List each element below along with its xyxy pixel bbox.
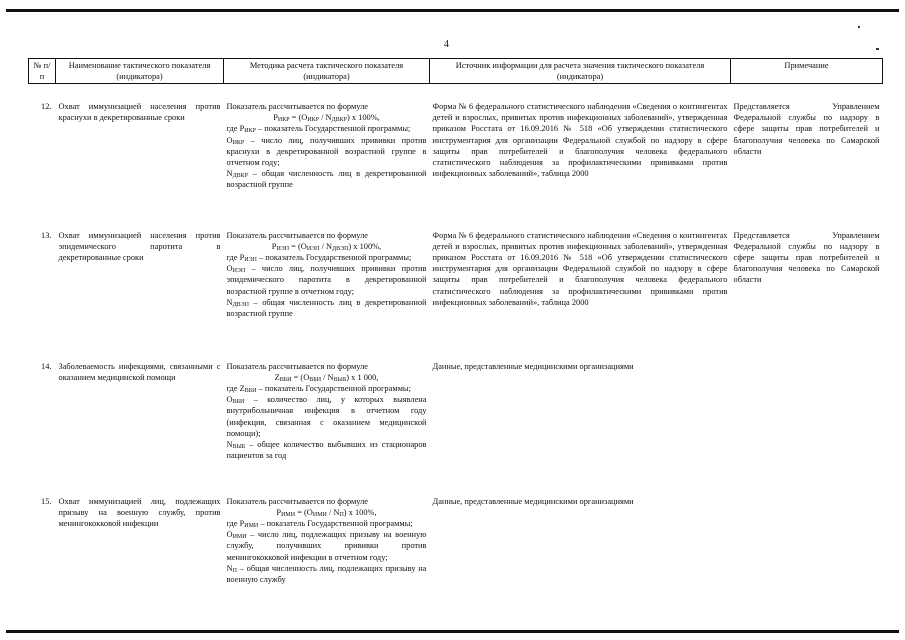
denominator-definition: $N_{ВЫБ}$ – общее количество выбывших из стационаров пациентов за год bbox=[226, 439, 427, 461]
page-number: 4 bbox=[444, 39, 449, 50]
calculation-method bbox=[224, 84, 430, 212]
row-number: 12. bbox=[41, 102, 52, 111]
header-source: Источник информации для расчета значения тактического показателя (индикатора) bbox=[430, 59, 731, 84]
header-note: Примечание bbox=[731, 59, 883, 84]
indicators-table bbox=[28, 58, 883, 585]
table-row bbox=[29, 84, 883, 212]
header-num: № п/п bbox=[29, 59, 56, 84]
indicator-definition: где $Z_{ВБИ}$ – показатель Государственной программы; bbox=[226, 383, 411, 394]
row-number: 13. bbox=[41, 230, 52, 240]
information-source: Данные, представленные медицинскими организациями bbox=[432, 361, 634, 371]
information-source: Данные, представленные медицинскими организациями bbox=[432, 496, 634, 506]
indicator-definition: где $P_{ИЭП}$ – показатель Государственной программы; bbox=[226, 252, 412, 263]
table-header-row bbox=[29, 59, 883, 84]
header-method: Методика расчета тактического показателя (индикатора) bbox=[224, 59, 430, 84]
scan-speck bbox=[876, 48, 879, 50]
table-row bbox=[29, 343, 883, 478]
indicator-definition: где $P_{ИКР}$ – показатель Государственной программы; bbox=[226, 124, 411, 135]
scan-speck bbox=[858, 26, 860, 28]
note: Представляется Управлением Федеральной службы по надзору в сфере защиты прав потребителей и благополучия человека по Самарской области bbox=[733, 102, 880, 156]
header-name: Наименование тактического показателя (индикатора) bbox=[56, 59, 224, 84]
formula: $Z_{ВБИ} = (O_{ВБИ} / N_{ВЫБ})$ x 1 000, bbox=[274, 372, 379, 383]
bottom-rule bbox=[6, 630, 899, 633]
formula: $P_{ИКР} = (O_{ИКР} / N_{ДВКР})$ x 100%, bbox=[273, 113, 380, 124]
information-source: Форма № 6 федерального статистического наблюдения «Сведения о контингентах детей и взрослых, привитых против инфекционных заболеваний», утвержденная приказом Росстата от 16.09.2016 № 518 «Об утверждении статистического инструментария для организации Федеральной службой по надзору в сфере защиты прав потребителей и благополучия человека федерального статистического наблюдения за профилактическими прививками против инфекционных заболеваний», таблица 2000 bbox=[432, 230, 728, 307]
denominator-definition: $N_{ДВЭП}$ – общая численность лиц в декретированной возрастной группе bbox=[226, 297, 427, 318]
formula: $P_{ИЭП} = (O_{ИЭП} / N_{ДВЭП})$ x 100%, bbox=[271, 241, 382, 252]
indicator-definition: где $P_{ИМИ}$ – показатель Государственной программы; bbox=[226, 518, 413, 529]
row-number: 15. bbox=[41, 496, 52, 506]
note bbox=[731, 343, 883, 478]
note bbox=[731, 478, 883, 586]
table-row bbox=[29, 478, 883, 586]
numerator-definition: $O_{ИЭП}$ – число лиц, получивших прививки против эпидемического паротита в декретированной возрастной группе в отчетном году; bbox=[226, 264, 427, 296]
table-row bbox=[29, 212, 883, 343]
numerator-definition: $O_{ВБИ}$ – количество лиц, у которых выявлена внутрибольничная инфекция в отчетном году (инфекция, связанная с оказанием медицинской помощи); bbox=[226, 395, 427, 438]
row-number: 14. bbox=[41, 361, 52, 371]
indicator-name: Охват иммунизацией лиц, подлежащих призыву на военную службу, против менингококковой инфекции bbox=[58, 496, 221, 528]
denominator-definition: $N_{ДВКР}$ – общая численность лиц в декретированной возрастной группе bbox=[226, 169, 427, 190]
indicator-name: Охват иммунизацией населения против краснухи в декретированные сроки bbox=[58, 102, 221, 123]
numerator-definition: $O_{ИМИ}$ – число лиц, подлежащих призыву на военную службу, получивших прививки против менингококковой инфекции в отчетном году; bbox=[226, 530, 427, 562]
formula-intro: Показатель рассчитывается по формуле bbox=[226, 230, 368, 240]
formula: $P_{ИМИ} = (O_{ИМИ} / N_П)$ x 100%, bbox=[276, 507, 377, 518]
indicator-name: Охват иммунизацией населения против эпидемического паротита в декретированные сроки bbox=[58, 230, 221, 262]
calculation-method bbox=[224, 343, 430, 478]
indicator-name: Заболеваемость инфекциями, связанными с оказанием медицинской помощи bbox=[58, 361, 221, 382]
information-source: Форма № 6 федерального статистического наблюдения «Сведения о контингентах детей и взрослых, привитых против инфекционных заболеваний», утвержденная приказом Росстата от 16.09.2016 № 518 «Об утверждении статистического инструментария для организации Федеральной службой по надзору в сфере защиты прав потребителей и благополучия человека федерального статистического наблюдения за профилактическими прививками против инфекционных заболеваний», таблица 2000 bbox=[432, 102, 728, 179]
formula-intro: Показатель рассчитывается по формуле bbox=[226, 496, 368, 506]
note: Представляется Управлением Федеральной службы по надзору в сфере защиты прав потребителей и благополучия человека по Самарской области bbox=[733, 230, 880, 285]
formula-intro: Показатель рассчитывается по формуле bbox=[226, 102, 368, 111]
top-rule bbox=[6, 9, 899, 12]
calculation-method bbox=[224, 478, 430, 586]
formula-intro: Показатель рассчитывается по формуле bbox=[226, 361, 368, 371]
calculation-method bbox=[224, 212, 430, 343]
denominator-definition: $N_П$ – общая численность лиц, подлежащих призыву на военную службу bbox=[226, 563, 427, 584]
numerator-definition: $O_{ИКР}$ – число лиц, получивших прививки против краснухи в декретированной возрастной группе в отчетном году; bbox=[226, 135, 427, 168]
